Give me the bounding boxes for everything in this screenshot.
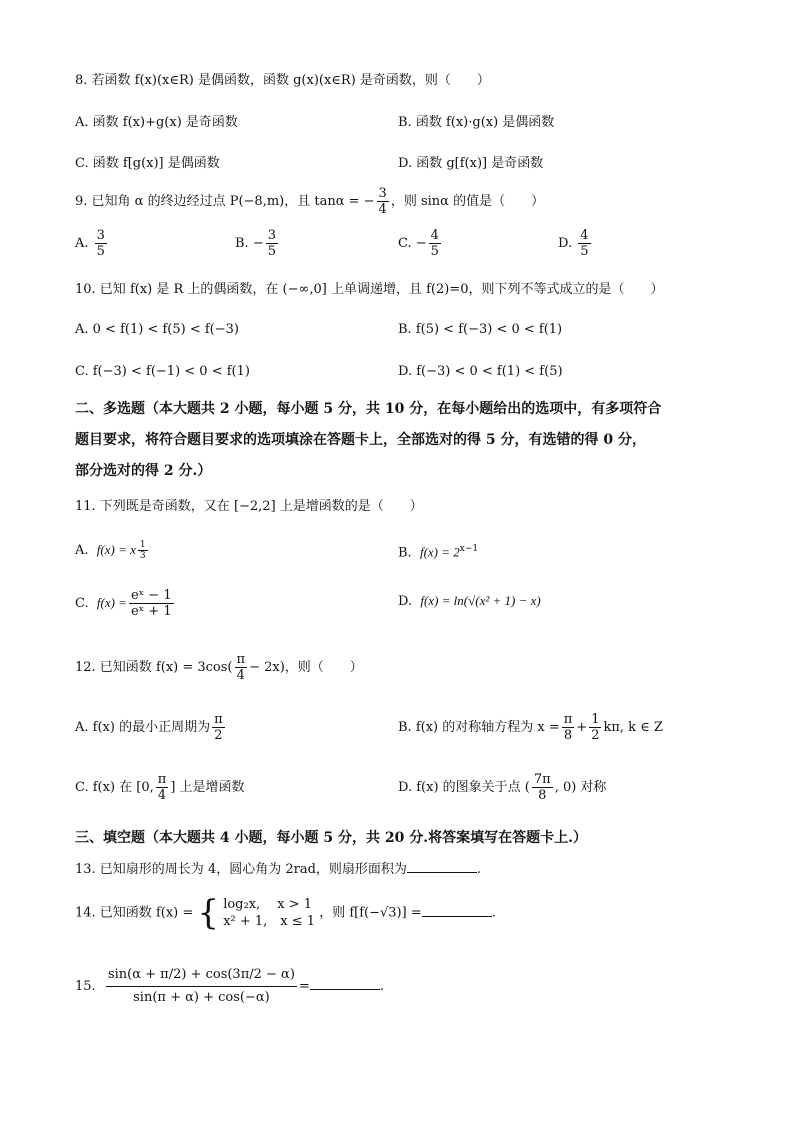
q13-stem: 13. 已知扇形的周长为 4，圆心角为 2rad，则扇形面积为 . [75,862,482,877]
q9-option-b: B. − $\frac{3}{5}$ [235,228,277,259]
q12-option-b: B. f(x) 的对称轴方程为 x = $\frac{\pi}{8}$ + $\frac{1}{2}$ kπ, k ∈ Z [398,712,663,743]
q9-option-a: A. $\frac{3}{5}$ [75,228,105,259]
q15-stem: 15. $\frac{\sin(\alpha + \pi/2) + \cos(3\pi/2 - \alpha)}{\sin(\pi + \alpha) + \cos(-\alpha)}$ = . [75,964,384,1009]
q10-option-c: C. f(−3) < f(−1) < 0 < f(1) [75,364,250,379]
q9-stem-post: ，则 sinα 的值是（ ） [390,194,545,209]
q8-option-b: B. 函数 f(x)·g(x) 是偶函数 [398,115,555,130]
q12-option-c: C. f(x) 在 [0, $\frac{\pi}{4}$ ] 上是增函数 [75,772,245,803]
section3-title: 三、填空题（本大题共 4 小题，每小题 5 分，共 20 分.将答案填写在答题卡上.） [75,830,587,846]
q9-option-c: C. − $\frac{4}{5}$ [398,228,439,259]
q12-option-a: A. f(x) 的最小正周期为 $\frac{\pi}{2}$ [75,712,223,743]
q8-option-d: D. 函数 g[f(x)] 是奇函数 [398,156,544,171]
q9-fraction: $\frac{3}{4}$ [378,186,387,217]
q9-option-d: D. $\frac{4}{5}$ [558,228,589,259]
q12-option-d: D. f(x) 的图象关于点 ( $\frac{7\pi}{8}$ , 0) 对称 [398,772,607,803]
q8-option-c: C. 函数 f[g(x)] 是偶函数 [75,156,220,171]
q11-option-a: A. f(x) = x $\frac{1}{3}$ [75,540,146,561]
q10-option-b: B. f(5) < f(−3) < 0 < f(1) [398,322,563,337]
q11-option-b: B. $f(x) = 2^{x-1}$ [398,544,479,561]
section2-line3: 部分选对的得 2 分.） [75,463,212,479]
brace-symbol: { [197,893,220,933]
q11-stem: 11. 下列既是奇函数，又在 [−2,2] 上是增函数的是（ ） [75,499,423,514]
q9-stem-pre: 9. 已知角 α 的终边经过点 P(−8,m)，且 tanα = − [75,194,375,209]
q10-option-d: D. f(−3) < 0 < f(1) < f(5) [398,364,563,379]
q14-stem: 14. 已知函数 f(x) = { log₂x, x > 1 x² + 1, x ≤ 1 ，则 f[f(−√3)] = . [75,893,496,933]
q11-option-c: C. f(x) = $\frac{\text{eˣ − 1}}{\text{eˣ + 1}}$ [75,588,172,619]
section2-line1: 二、多选题（本大题共 2 小题，每小题 5 分，共 10 分，在每小题给出的选项中，有多项符合 [75,401,662,417]
q11-option-d: D. f(x) = ln(√(x² + 1) − x) [398,593,541,609]
section2-line2: 题目要求，将符合题目要求的选项填涂在答题卡上，全部选对的得 5 分，有选错的得 0 分， [75,432,646,448]
q9-stem [75,186,544,217]
q8-option-a: A. 函数 f(x)+g(x) 是奇函数 [75,115,238,130]
q10-option-a: A. 0 < f(1) < f(5) < f(−3) [75,322,239,337]
q15-answer-blank[interactable] [310,977,380,990]
q10-stem: 10. 已知 f(x) 是 R 上的偶函数，在 (−∞,0] 上单调递增，且 f(2)=0，则下列不等式成立的是（ ） [75,282,664,297]
q14-piecewise: log₂x, x > 1 x² + 1, x ≤ 1 [223,897,316,929]
q8-stem: 8. 若函数 f(x)(x∈R) 是偶函数，函数 g(x)(x∈R) 是奇函数，则（ ） [75,73,490,88]
q14-answer-blank[interactable] [422,904,492,917]
q12-stem: 12. 已知函数 f(x) = 3cos( $\frac{\pi}{4}$ − 2x)，则（ ） [75,652,363,683]
q13-answer-blank[interactable] [407,860,477,873]
